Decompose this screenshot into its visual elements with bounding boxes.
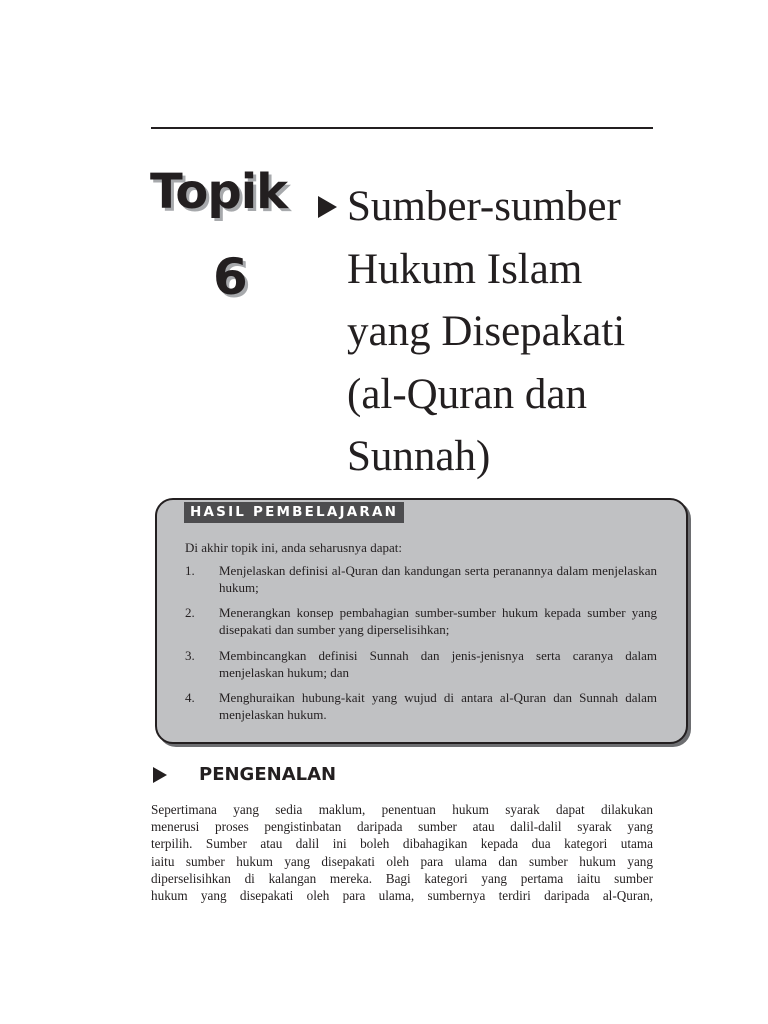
paragraph-line: diperselisihkan di kalangan mereka. Bagi kategori yang pertama iaitu sumber bbox=[151, 870, 653, 886]
paragraph-line: terpilih. Sumber atau dalil ini boleh dibahagikan kepada dua kategori utama bbox=[151, 836, 653, 852]
title-line: Sunnah) bbox=[347, 433, 491, 480]
learning-outcomes-intro: Di akhir topik ini, anda seharusnya dapat: bbox=[185, 540, 402, 555]
section-arrow-icon bbox=[153, 767, 167, 783]
outcome-item bbox=[185, 689, 657, 723]
paragraph-line: hukum yang disepakati oleh para ulama, sumbernya terdiri daripada al-Quran, bbox=[151, 888, 653, 904]
paragraph-line: Sepertimana yang sedia maklum, penentuan hukum syarak dapat dilakukan bbox=[151, 802, 653, 817]
play-arrow-icon bbox=[318, 196, 337, 218]
outcome-item bbox=[185, 647, 657, 681]
title-line: Hukum Islam bbox=[347, 245, 583, 293]
outcome-number: 3. bbox=[185, 648, 195, 663]
paragraph-line: iaitu sumber hukum yang disepakati oleh para ulama dan sumber hukum yang bbox=[151, 853, 653, 869]
title-line: yang Disepakati bbox=[347, 308, 626, 355]
outcome-item bbox=[185, 562, 657, 596]
paragraph-line: menerusi proses pengistinbatan daripada sumber atau dalil-dalil syarak yang bbox=[151, 819, 653, 835]
section-heading: PENGENALAN bbox=[199, 764, 337, 785]
chapter-title bbox=[347, 176, 757, 489]
outcome-number: 4. bbox=[185, 690, 195, 705]
outcome-number: 1. bbox=[185, 563, 195, 578]
title-line: (al-Quran dan bbox=[347, 370, 587, 418]
outcome-text: Membincangkan definisi Sunnah dan jenis-jenisnya serta caranya dalam menjelaskan hukum; dan bbox=[219, 648, 657, 680]
outcome-text: Menjelaskan definisi al-Quran dan kandungan serta peranannya dalam menjelaskan hukum; bbox=[219, 563, 657, 595]
outcome-text: Menghuraikan hubung-kait yang wujud di antara al-Quran dan Sunnah dalam menjelaskan hukum. bbox=[219, 690, 657, 722]
learning-outcomes-heading: HASIL PEMBELAJARAN bbox=[184, 502, 404, 523]
topic-word: Topik bbox=[150, 164, 288, 220]
title-line: Sumber-sumber bbox=[347, 183, 621, 230]
intro-paragraph bbox=[151, 801, 653, 904]
outcome-item bbox=[185, 604, 657, 638]
top-rule bbox=[151, 127, 653, 129]
topic-number: 6 bbox=[213, 248, 248, 306]
outcome-number: 2. bbox=[185, 605, 195, 620]
outcome-text: Menerangkan konsep pembahagian sumber-sumber hukum kepada sumber yang disepakati dan sumber yang diperselisihkan; bbox=[219, 605, 657, 637]
